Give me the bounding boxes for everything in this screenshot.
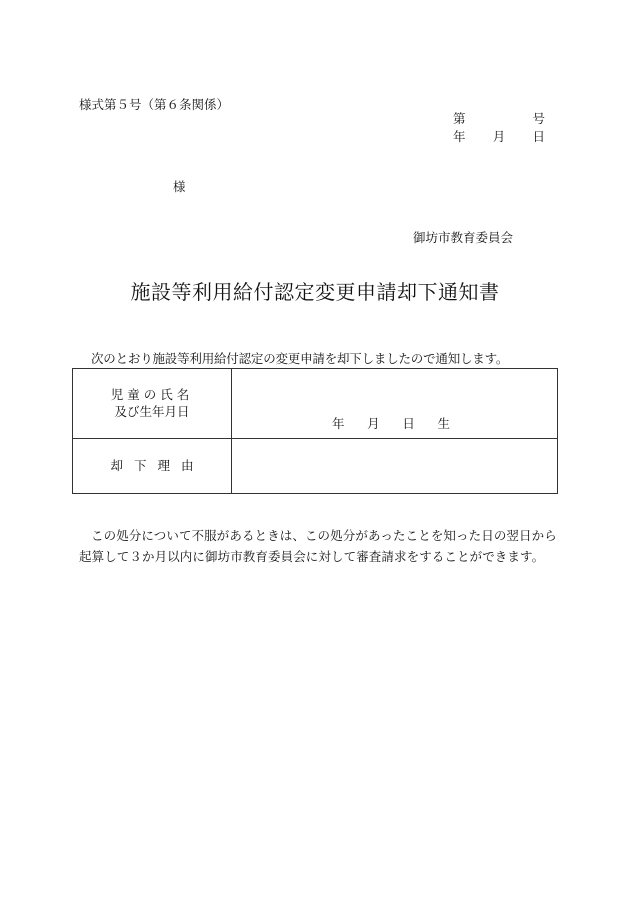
issue-date-year: 年 [453,129,466,144]
number-suffix: 号 [532,111,545,126]
table-row-child [73,369,558,439]
birth-suffix: 生 [437,416,450,431]
info-table [72,368,558,494]
birthdate-label: 及び生年月日 [114,403,190,419]
child-value-cell [232,369,558,439]
birth-month: 月 [367,416,380,431]
issue-date-day: 日 [532,129,545,144]
child-name-label: 児童の氏名 [110,386,194,402]
birthdate-line [332,414,450,432]
number-prefix: 第 [453,111,466,126]
issue-date-month: 月 [492,129,506,144]
issuer: 御坊市教育委員会 [413,230,514,245]
appeal-notice: この処分について不服があるときは、この処分があったことを知った日の翌日から起算して３か月以内に御坊市教育委員会に対して審査請求をすることができます。 [79,528,557,564]
issue-date [453,131,545,144]
document-title: 施設等利用給付認定変更申請却下通知書 [130,280,500,304]
birth-day: 日 [402,416,415,431]
document-number [453,113,545,126]
form-number: 様式第５号（第６条関係） [79,97,230,112]
reason-value-cell [232,439,558,494]
reason-label: 却下理由 [110,457,205,473]
birth-year: 年 [332,416,345,431]
child-label-cell [73,369,232,439]
reason-label-cell [73,439,232,494]
intro-text: 次のとおり施設等利用給付認定の変更申請を却下しましたので通知します。 [91,351,509,366]
addressee: 様 [173,179,186,194]
table-row-reason [73,439,558,494]
